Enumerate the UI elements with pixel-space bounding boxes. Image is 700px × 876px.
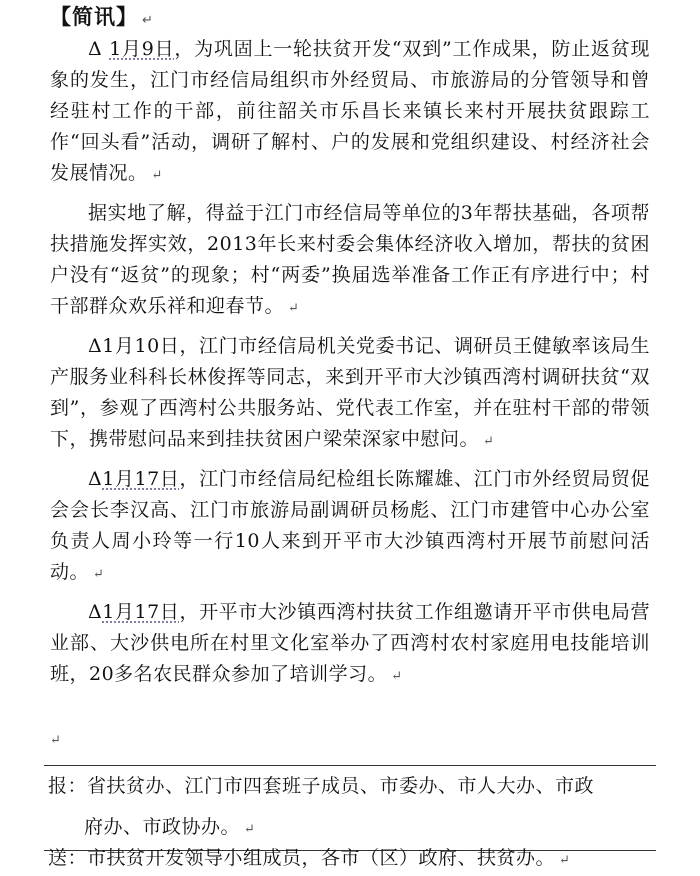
paragraph-mark-icon: ↵ xyxy=(391,669,403,684)
news-item xyxy=(50,34,650,191)
news-item xyxy=(50,464,650,590)
item-bullet: Δ xyxy=(88,468,103,490)
send-recipients: 市扶贫开发领导小组成员，各市（区）政府、扶贫办。 xyxy=(87,847,556,869)
item-bullet: Δ xyxy=(88,335,103,357)
send-label: 送： xyxy=(48,847,88,869)
news-item xyxy=(50,198,650,324)
item-text: 1月10日，江门市经信局机关党委书记、调研员王健敏率该局生产服务业科科长林俊挥等同志，来到开平市大沙镇西湾村调研扶贫“双到”，参观了西湾村公共服务站、党代表工作室，并在驻村干部的带领下，携带慰问品来到挂扶贫困户梁荣深家中慰问。 xyxy=(50,335,650,450)
paragraph-mark-icon: ↵ xyxy=(288,301,300,316)
news-item xyxy=(50,597,650,692)
item-date: 1月17日 xyxy=(102,468,180,490)
paragraph-mark-icon: ↵ xyxy=(244,822,256,837)
paragraph-mark-icon: ↵ xyxy=(93,567,105,582)
paragraph-mark-icon: ↵ xyxy=(483,434,495,449)
item-text: ，为巩固上一轮扶贫开发“双到”工作成果，防止返贫现象的发生，江门市经信局组织市外经贸局、市旅游局的分管领导和曾经驻村工作的干部，前往韶关市乐昌长来镇长来村开展扶贫跟踪工作“回头看”活动，调研了解村、户的发展和党组织建设、村经济社会发展情况。 xyxy=(50,38,650,184)
report-line xyxy=(48,771,594,801)
bulletin-heading xyxy=(50,2,154,36)
item-date: 1月17日 xyxy=(102,601,180,623)
report-line-continued xyxy=(84,812,255,845)
report-label: 报： xyxy=(48,775,88,797)
item-text: ，开平市大沙镇西湾村扶贫工作组邀请开平市供电局营业部、大沙供电所在村里文化室举办了西湾村农村家庭用电技能培训班，20多名农民群众参加了培训学习。 xyxy=(50,601,650,685)
item-bullet: Δ xyxy=(88,601,103,623)
paragraph-mark-icon: ↵ xyxy=(559,853,571,868)
news-body xyxy=(50,34,650,699)
footer-divider-top xyxy=(44,765,656,766)
paragraph-mark-icon: ↵ xyxy=(142,13,154,28)
item-text: ，江门市经信局纪检组长陈耀雄、江门市外经贸局贸促会会长李汉高、江门市旅游局副调研员杨彪、江门市建管中心办公室负责人周小玲等一行10人来到开平市大沙镇西湾村开展节前慰问活动。 xyxy=(50,468,650,583)
item-text: 据实地了解，得益于江门市经信局等单位的3年帮扶基础，各项帮扶措施发挥实效，2013年长来村委会集体经济收入增加，帮扶的贫困户没有“返贫”的现象；村“两委”换届选举准备工作正有序进行中；村干部群众欢乐祥和迎春节。 xyxy=(50,202,650,317)
report-recipients: 省扶贫办、江门市四套班子成员、市委办、市人大办、市政 xyxy=(87,775,595,797)
item-bullet: Δ xyxy=(88,38,103,60)
item-date: 1月9日 xyxy=(109,38,175,60)
empty-paragraph-mark-icon: ↵ xyxy=(50,733,61,748)
heading-title: 【简讯】 xyxy=(50,5,138,29)
paragraph-mark-icon: ↵ xyxy=(151,168,163,183)
send-line xyxy=(48,843,570,876)
news-item xyxy=(50,331,650,457)
report-recipients-continued: 府办、市政协办。 xyxy=(84,816,241,838)
